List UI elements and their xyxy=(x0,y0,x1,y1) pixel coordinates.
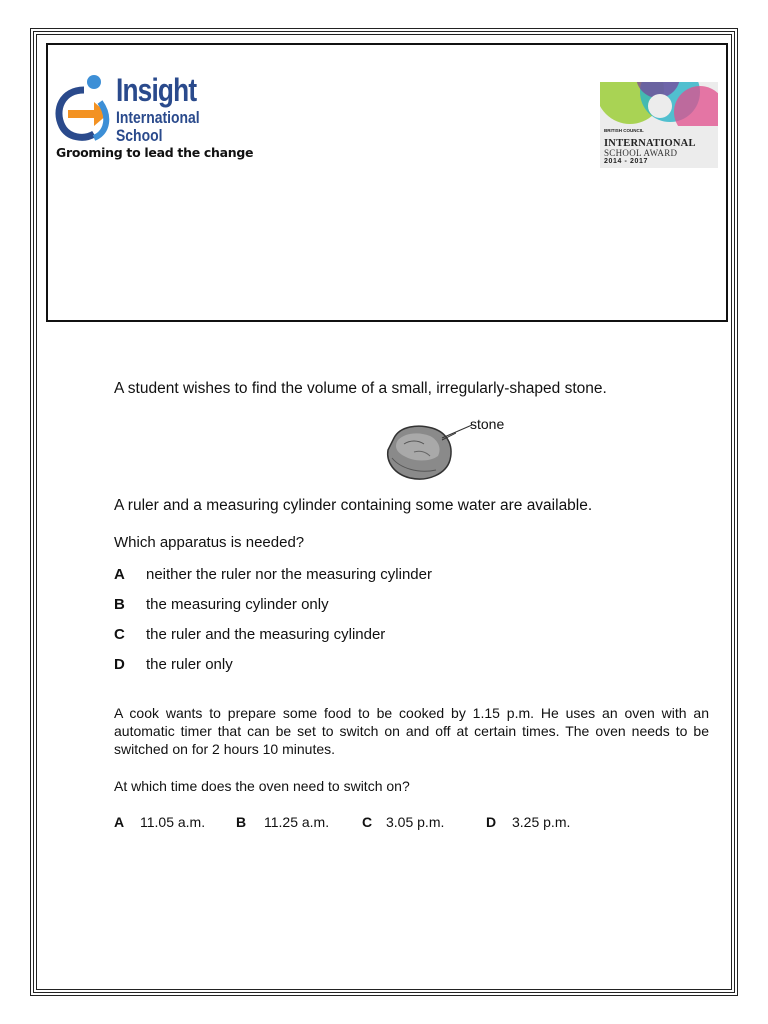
school-tagline: Grooming to lead the change xyxy=(56,145,254,160)
option-text: the measuring cylinder only xyxy=(146,596,329,613)
option-text: 3.25 p.m. xyxy=(512,814,571,830)
option-letter: A xyxy=(114,566,125,583)
q2-question: At which time does the oven need to switch on? xyxy=(114,778,410,794)
option-text: 3.05 p.m. xyxy=(386,814,445,830)
logo-arrows-icon xyxy=(54,72,114,152)
stone-leader-line xyxy=(440,423,474,439)
q1-question: Which apparatus is needed? xyxy=(114,534,305,551)
option-text: the ruler only xyxy=(146,656,233,673)
q2-option-a xyxy=(114,814,205,830)
q2-option-c xyxy=(362,814,444,830)
option-letter: C xyxy=(114,626,125,643)
q2-option-b xyxy=(236,814,329,830)
award-years: 2014 - 2017 xyxy=(604,158,648,165)
school-logo xyxy=(54,72,234,152)
option-letter: D xyxy=(486,814,497,830)
q1-stem2: A ruler and a measuring cylinder containing some water are available. xyxy=(114,497,593,514)
option-letter: D xyxy=(114,656,125,673)
award-logo xyxy=(600,82,718,168)
q2-option-d xyxy=(486,814,570,830)
option-text: 11.25 a.m. xyxy=(264,814,330,830)
option-letter: A xyxy=(114,814,125,830)
stone-label: stone xyxy=(470,416,505,432)
award-title: INTERNATIONAL xyxy=(604,138,696,149)
option-letter: B xyxy=(236,814,247,830)
option-text: neither the ruler nor the measuring cylinder xyxy=(146,566,432,583)
option-letter: B xyxy=(114,596,125,613)
option-text: 11.05 a.m. xyxy=(140,814,206,830)
q2-stem: A cook wants to prepare some food to be cooked by 1.15 p.m. He uses an oven with an automatic timer that can be set to switch on and off at certain times. The oven needs to be switched on for 2 hours 10 minutes. xyxy=(114,705,709,757)
logo-name-international: International xyxy=(116,108,200,127)
award-subtitle: SCHOOL AWARD xyxy=(604,148,678,158)
logo-name-insight: Insight xyxy=(116,72,197,108)
q1-stem: A student wishes to find the volume of a small, irregularly-shaped stone. xyxy=(114,380,607,397)
logo-name-school: School xyxy=(116,126,163,145)
option-letter: C xyxy=(362,814,373,830)
option-text: the ruler and the measuring cylinder xyxy=(146,626,386,643)
award-org: BRITISH COUNCIL xyxy=(604,128,644,133)
